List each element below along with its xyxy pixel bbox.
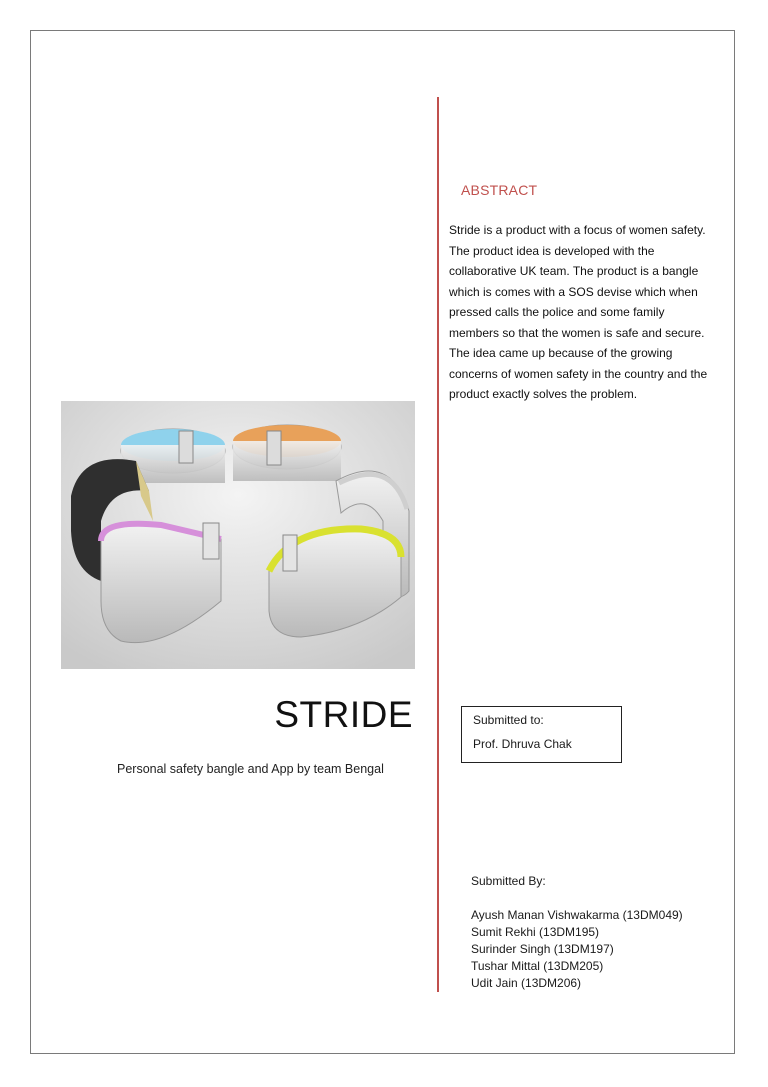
submitted-by-label: Submitted By: bbox=[471, 874, 546, 888]
abstract-line: Stride is a product with a focus of women safety. bbox=[449, 223, 706, 237]
document-subtitle: Personal safety bangle and App by team Bengal bbox=[117, 762, 384, 776]
abstract-line: The idea came up because of the growing bbox=[449, 346, 673, 360]
abstract-line: collaborative UK team. The product is a bangle bbox=[449, 264, 699, 278]
abstract-line: product exactly solves the problem. bbox=[449, 387, 638, 401]
member-item: Surinder Singh (13DM197) bbox=[471, 942, 614, 956]
abstract-body bbox=[449, 220, 739, 405]
abstract-line: pressed calls the police and some family bbox=[449, 305, 665, 319]
abstract-line: which is comes with a SOS devise which when bbox=[449, 284, 698, 299]
bangles-product-image bbox=[61, 401, 415, 669]
abstract-line: members so that the women is safe and secure. bbox=[449, 325, 705, 340]
vertical-divider bbox=[437, 97, 439, 992]
member-item: Sumit Rekhi (13DM195) bbox=[471, 925, 600, 939]
submitted-to-label: Submitted to: bbox=[473, 713, 544, 727]
submitted-by-block bbox=[471, 873, 683, 992]
members-list bbox=[471, 907, 683, 992]
member-item: Udit Jain (13DM206) bbox=[471, 976, 582, 990]
abstract-line: The product idea is developed with the bbox=[449, 243, 655, 258]
document-title: STRIDE bbox=[274, 694, 413, 735]
member-item: Ayush Manan Vishwakarma (13DM049) bbox=[471, 908, 683, 922]
submitted-to-name: Prof. Dhruva Chak bbox=[473, 737, 572, 751]
abstract-line: concerns of women safety in the country and the bbox=[449, 366, 708, 381]
member-item: Tushar Mittal (13DM205) bbox=[471, 959, 604, 973]
abstract-heading: ABSTRACT bbox=[461, 182, 538, 198]
submitted-to-box bbox=[461, 706, 622, 763]
